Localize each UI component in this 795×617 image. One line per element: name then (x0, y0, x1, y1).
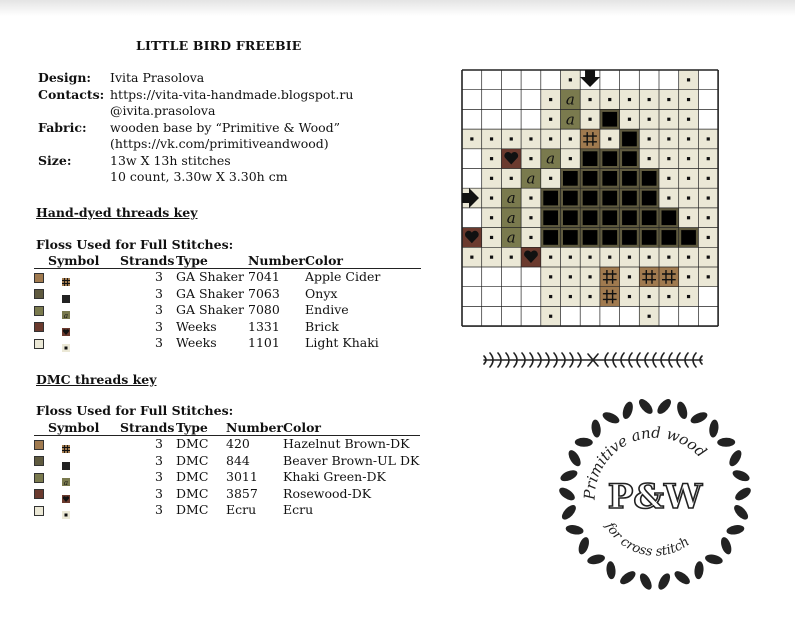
dmc-color-cell: Beaver Brown-UL DK (283, 452, 420, 468)
stitch-cell-onyx (580, 149, 600, 169)
color-swatch-icon (34, 273, 44, 283)
dmc-number-cell: 844 (226, 452, 250, 468)
info-label: Contacts: (38, 86, 105, 102)
table-row (34, 486, 420, 503)
info-value (110, 153, 288, 186)
stitch-cell-onyx (541, 228, 561, 248)
dmc-number-cell: 420 (226, 436, 250, 451)
stitch-cell-light-khaki (561, 287, 581, 307)
stitch-cell-light-khaki (679, 208, 699, 228)
stitch-cell-light-khaki (541, 169, 561, 189)
svg-text:a: a (63, 312, 69, 320)
hand-dyed-number-cell: 7080 (248, 302, 280, 318)
stitch-cell-light-khaki (580, 90, 600, 110)
stitch-cell-light-khaki (541, 109, 561, 129)
stitch-cell-onyx (620, 129, 640, 149)
table-row (34, 469, 420, 486)
dmc-column-header: Color (283, 420, 420, 436)
table-row (34, 302, 421, 319)
stitch-cell-light-khaki (679, 247, 699, 267)
dmc-type-cell: DMC (176, 502, 209, 518)
stitch-cell-onyx (620, 149, 640, 169)
stitch-cell-onyx (659, 228, 679, 248)
stitch-cell-onyx (561, 228, 581, 248)
symbol-cell (34, 286, 120, 303)
dmc-strands-cell: 3 (155, 452, 163, 468)
svg-text:a: a (565, 90, 575, 109)
stitch-cell-light-khaki (600, 90, 620, 110)
hand-dyed-column-header: Color (305, 253, 421, 269)
stitch-cell-light-khaki (639, 247, 659, 267)
stitch-cell-light-khaki (561, 70, 581, 90)
table-row (34, 269, 421, 286)
table-row (34, 335, 421, 352)
stitch-cell-onyx (561, 188, 581, 208)
hand-dyed-table (34, 253, 421, 352)
stitch-symbol-icon (62, 458, 69, 465)
stitch-cell-light-khaki (580, 109, 600, 129)
hand-dyed-color-cell: Brick (305, 318, 339, 334)
color-swatch-icon (34, 289, 44, 299)
stitch-cell-light-khaki (639, 287, 659, 307)
info-value (110, 70, 204, 87)
info-line: wooden base by “Primitive & Wood” (110, 119, 341, 135)
stitch-cell-onyx (580, 208, 600, 228)
hand-dyed-floss-title: Floss Used for Full Stitches: (36, 237, 234, 252)
stitch-cell-light-khaki (501, 169, 521, 189)
hand-dyed-strands-cell: 3 (155, 269, 163, 284)
stitch-cell-light-khaki (679, 188, 699, 208)
hand-dyed-color-cell: Onyx (305, 285, 338, 301)
hand-dyed-type-cell: Weeks (176, 335, 217, 351)
stitch-cell-light-khaki (541, 287, 561, 307)
page-title: LITTLE BIRD FREEBIE (136, 38, 302, 53)
stitch-cell-onyx (580, 228, 600, 248)
stitch-cell-light-khaki (541, 267, 561, 287)
stitch-cell-light-khaki (482, 169, 502, 189)
dmc-column-header: Type (176, 420, 226, 436)
stitch-cell-light-khaki (541, 247, 561, 267)
dmc-strands-cell: 3 (155, 485, 163, 501)
stitch-cell-light-khaki (659, 109, 679, 129)
branch-divider-icon (482, 346, 704, 372)
stitch-symbol-icon (62, 491, 69, 498)
dmc-strands-cell: 3 (155, 502, 163, 518)
stitch-cell-light-khaki (679, 90, 699, 110)
color-swatch-icon (34, 306, 44, 316)
logo-monogram: P&W (607, 477, 703, 517)
hand-dyed-number-cell: 7041 (248, 269, 280, 284)
table-row (34, 319, 421, 336)
hand-dyed-strands-cell: 3 (155, 302, 163, 318)
hand-dyed-type-cell: GA Shaker (176, 269, 244, 284)
stitch-cell-light-khaki (561, 267, 581, 287)
stitch-cell-apple-cider (600, 267, 620, 287)
hand-dyed-strands-cell: 3 (155, 285, 163, 301)
stitch-cell-onyx (600, 228, 620, 248)
color-swatch-icon (34, 339, 44, 349)
stitch-cell-light-khaki (698, 247, 718, 267)
stitch-cell-endive (521, 169, 541, 189)
stitch-cell-light-khaki (679, 169, 699, 189)
stitch-cell-light-khaki (639, 109, 659, 129)
hand-dyed-column-header: Type (176, 253, 248, 269)
hand-dyed-strands-cell: 3 (155, 335, 163, 351)
hand-dyed-type-cell: Weeks (176, 318, 217, 334)
stitch-cell-light-khaki (698, 228, 718, 248)
info-line: 10 count, 3.30w X 3.30h cm (110, 169, 288, 184)
stitch-cell-light-khaki (639, 306, 659, 326)
info-row (38, 70, 353, 87)
svg-text:a: a (63, 479, 69, 487)
info-line: 13w X 13h stitches (110, 152, 231, 168)
stitch-cell-onyx (639, 169, 659, 189)
design-info (38, 70, 353, 186)
stitch-cell-onyx (620, 228, 640, 248)
stitch-cell-light-khaki (541, 90, 561, 110)
stitch-cell-light-khaki (620, 109, 640, 129)
stitch-cell-endive (561, 90, 581, 110)
stitch-cell-light-khaki (659, 287, 679, 307)
stitch-cell-onyx (580, 169, 600, 189)
hand-dyed-heading: Hand-dyed threads key (36, 205, 198, 220)
svg-text:a: a (506, 228, 516, 247)
color-swatch-icon (34, 440, 44, 450)
color-swatch-icon (34, 473, 44, 483)
dmc-number-cell: Ecru (226, 502, 257, 518)
dmc-column-header: Strands (120, 420, 175, 435)
stitch-cell-brick (501, 149, 521, 169)
stitch-cell-light-khaki (501, 247, 521, 267)
stitch-cell-onyx (659, 208, 679, 228)
stitch-cell-light-khaki (482, 188, 502, 208)
stitch-cell-light-khaki (679, 287, 699, 307)
stitch-cell-onyx (639, 188, 659, 208)
stitch-cell-light-khaki (521, 149, 541, 169)
stitch-cell-light-khaki (620, 90, 640, 110)
stitch-cell-onyx (620, 188, 640, 208)
info-value (110, 120, 340, 153)
dmc-type-cell: DMC (176, 452, 209, 468)
dmc-color-cell: Rosewood-DK (283, 485, 372, 501)
stitch-cell-light-khaki (620, 267, 640, 287)
stitch-symbol-icon (62, 291, 69, 298)
color-swatch-icon (34, 322, 44, 332)
stitch-cell-light-khaki (679, 70, 699, 90)
stitch-cell-light-khaki (679, 267, 699, 287)
stitch-cell-onyx (620, 169, 640, 189)
dmc-number-cell: 3011 (226, 469, 258, 485)
stitch-cell-onyx (600, 208, 620, 228)
stitch-cell-light-khaki (482, 247, 502, 267)
stitch-cell-light-khaki (482, 129, 502, 149)
symbol-cell (34, 502, 120, 519)
stitch-symbol-icon (62, 324, 69, 331)
stitch-cell-light-khaki (462, 247, 482, 267)
stitch-cell-endive (501, 188, 521, 208)
stitch-cell-endive (501, 228, 521, 248)
stitch-cell-apple-cider (580, 129, 600, 149)
table-row (34, 502, 420, 519)
stitch-cell-light-khaki (620, 287, 640, 307)
hand-dyed-type-cell: GA Shaker (176, 285, 244, 301)
stitch-symbol-icon (62, 441, 69, 448)
stitch-cell-light-khaki (541, 306, 561, 326)
stitch-cell-light-khaki (659, 247, 679, 267)
hand-dyed-type-cell: GA Shaker (176, 302, 244, 318)
stitch-cell-onyx (639, 208, 659, 228)
stitch-cell-light-khaki (561, 247, 581, 267)
symbol-cell (34, 453, 120, 470)
stitch-cell-onyx (541, 188, 561, 208)
dmc-strands-cell: 3 (155, 469, 163, 485)
stitch-cell-light-khaki (639, 149, 659, 169)
stitch-cell-onyx (580, 188, 600, 208)
dmc-floss-title: Floss Used for Full Stitches: (36, 403, 234, 418)
color-swatch-icon (34, 489, 44, 499)
dmc-type-cell: DMC (176, 436, 209, 451)
dmc-column-header: Symbol (34, 420, 120, 436)
hand-dyed-number-cell: 1101 (248, 335, 280, 351)
info-label: Design: (38, 70, 92, 85)
stitch-cell-apple-cider (639, 267, 659, 287)
stitch-cell-light-khaki (659, 169, 679, 189)
stitch-cell-brick (521, 247, 541, 267)
stitch-cell-light-khaki (698, 188, 718, 208)
dmc-strands-cell: 3 (155, 436, 163, 451)
top-shade (0, 0, 795, 16)
stitch-cell-endive (561, 109, 581, 129)
stitch-cell-light-khaki (521, 129, 541, 149)
stitch-cell-light-khaki (620, 247, 640, 267)
stitch-cell-onyx (600, 149, 620, 169)
stitch-cell-onyx (600, 169, 620, 189)
stitch-symbol-icon (62, 474, 69, 487)
stitch-cell-light-khaki (679, 109, 699, 129)
svg-text:a: a (546, 149, 556, 168)
stitch-symbol-icon (62, 340, 69, 347)
stitch-cell-apple-cider (659, 267, 679, 287)
table-row (34, 286, 421, 303)
dmc-column-header: Number (226, 420, 284, 435)
stitch-cell-light-khaki (659, 149, 679, 169)
stitch-cell-light-khaki (561, 129, 581, 149)
stitch-cell-light-khaki (679, 149, 699, 169)
stitch-cell-light-khaki (698, 129, 718, 149)
dmc-type-cell: DMC (176, 469, 209, 485)
stitch-cell-onyx (561, 169, 581, 189)
stitch-cell-light-khaki (482, 149, 502, 169)
stitch-cell-apple-cider (600, 287, 620, 307)
logo-arc-bottom: for cross stitch (601, 519, 693, 560)
stitch-cell-light-khaki (600, 129, 620, 149)
stitch-cell-onyx (639, 228, 659, 248)
stitch-cell-light-khaki (639, 129, 659, 149)
color-swatch-icon (34, 506, 44, 516)
stitch-cell-brick (462, 228, 482, 248)
stitch-symbol-icon (62, 274, 69, 281)
stitch-cell-light-khaki (501, 129, 521, 149)
table-row (34, 453, 420, 470)
info-label: Size: (38, 152, 72, 168)
hand-dyed-color-cell: Apple Cider (305, 269, 381, 284)
hand-dyed-color-cell: Endive (305, 302, 349, 318)
stitch-cell-light-khaki (659, 129, 679, 149)
hand-dyed-color-cell: Light Khaki (305, 335, 379, 351)
hand-dyed-column-header: Number (248, 253, 306, 268)
stitch-cell-onyx (541, 208, 561, 228)
symbol-cell (34, 335, 120, 352)
dmc-color-cell: Khaki Green-DK (283, 469, 386, 485)
symbol-cell (34, 269, 120, 286)
symbol-cell (34, 302, 120, 319)
info-line: (https://vk.com/primitiveandwood) (110, 136, 329, 151)
stitch-cell-light-khaki (698, 149, 718, 169)
hand-dyed-column-header: Symbol (34, 253, 120, 269)
symbol-cell (34, 469, 120, 486)
stitch-cell-light-khaki (600, 247, 620, 267)
dmc-heading: DMC threads key (36, 372, 157, 387)
info-row (38, 153, 353, 186)
info-line: @ivita.prasolova (110, 103, 216, 118)
stitch-cell-light-khaki (482, 228, 502, 248)
stitch-cell-light-khaki (698, 267, 718, 287)
stitch-cell-light-khaki (698, 169, 718, 189)
stitch-cell-light-khaki (561, 149, 581, 169)
hand-dyed-number-cell: 1331 (248, 318, 280, 334)
cross-stitch-chart (461, 69, 720, 328)
svg-text:a: a (565, 110, 575, 129)
stitch-cell-light-khaki (462, 129, 482, 149)
stitch-cell-onyx (561, 208, 581, 228)
info-label: Fabric: (38, 119, 87, 135)
logo-arc-top: Primitive and wood (580, 423, 711, 501)
table-row (34, 436, 420, 453)
stitch-cell-light-khaki (521, 208, 541, 228)
stitch-cell-light-khaki (521, 188, 541, 208)
info-row (38, 120, 353, 153)
stitch-cell-endive (501, 208, 521, 228)
info-line: https://vita-vita-handmade.blogspot.ru (110, 86, 354, 102)
stitch-cell-light-khaki (482, 208, 502, 228)
stitch-symbol-icon (62, 307, 69, 320)
stitch-cell-light-khaki (639, 90, 659, 110)
hand-dyed-strands-cell: 3 (155, 318, 163, 334)
svg-text:a: a (506, 189, 516, 208)
info-value (110, 87, 353, 120)
stitch-symbol-icon (62, 507, 69, 514)
hand-dyed-number-cell: 7063 (248, 285, 280, 301)
stitch-cell-onyx (600, 109, 620, 129)
svg-text:a: a (506, 208, 516, 227)
stitch-cell-endive (541, 149, 561, 169)
stitch-cell-light-khaki (541, 129, 561, 149)
dmc-type-cell: DMC (176, 485, 209, 501)
stitch-cell-onyx (620, 208, 640, 228)
stitch-cell-onyx (600, 188, 620, 208)
hand-dyed-column-header: Strands (120, 253, 175, 268)
stitch-cell-light-khaki (521, 228, 541, 248)
dmc-table (34, 420, 420, 519)
dmc-color-cell: Ecru (283, 502, 314, 518)
stitch-cell-light-khaki (580, 287, 600, 307)
stitch-cell-light-khaki (659, 188, 679, 208)
stitch-cell-light-khaki (679, 129, 699, 149)
stitch-cell-light-khaki (580, 267, 600, 287)
primitive-and-wood-logo (553, 392, 757, 596)
dmc-number-cell: 3857 (226, 485, 258, 501)
stitch-cell-light-khaki (698, 208, 718, 228)
color-swatch-icon (34, 456, 44, 466)
stitch-cell-light-khaki (659, 90, 679, 110)
dmc-color-cell: Hazelnut Brown-DK (283, 436, 410, 451)
stitch-cell-light-khaki (580, 247, 600, 267)
symbol-cell (34, 486, 120, 503)
info-line: Ivita Prasolova (110, 70, 205, 85)
symbol-cell (34, 319, 120, 336)
symbol-cell (34, 436, 120, 453)
info-row (38, 87, 353, 120)
svg-text:a: a (526, 169, 536, 188)
stitch-cell-onyx (679, 228, 699, 248)
